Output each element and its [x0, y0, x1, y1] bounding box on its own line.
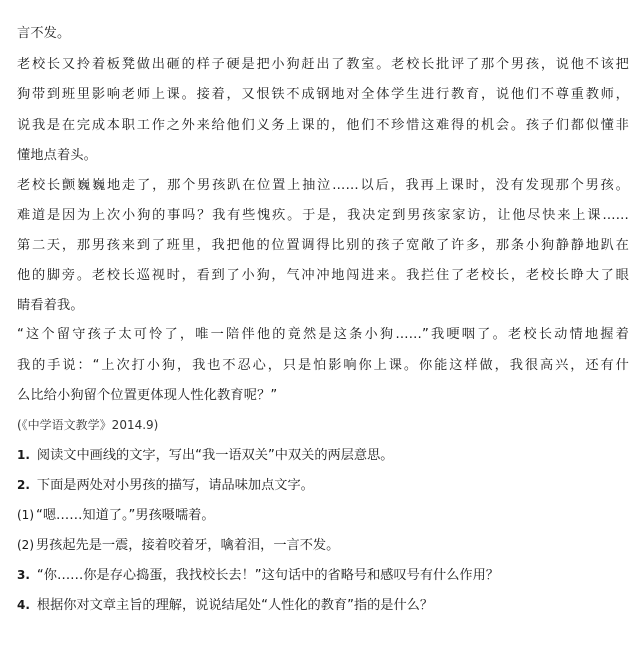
sub-question-1	[17, 507, 629, 524]
question-text: “你……你是存心捣蛋，我找校长去！”这句话中的省略号和感叹号有什么作用？	[36, 568, 499, 583]
sub-question-number: (1)	[17, 508, 34, 522]
article-line: 第二天，那男孩来到了班里，我把他的位置调得比别的孩子宽敞了许多，那条小狗静静地趴在	[17, 238, 629, 253]
question-3	[17, 567, 629, 584]
article-line: 老校长又拎着板凳做出砸的样子硬是把小狗赶出了教室。老校长批评了那个男孩，说他不该把	[17, 57, 629, 72]
article-line: 狗带到班里影响老师上课。接着，又恨铁不成钢地对全体学生进行教育，说他们不尊重教师，	[17, 87, 629, 102]
question-text: 下面是两处对小男孩的描写，请品味加点文字。	[36, 478, 314, 493]
article-line: 难道是因为上次小狗的事吗？我有些愧疚。于是，我决定到男孩家家访，让他尽快来上课……	[17, 208, 629, 223]
question-number: 4.	[17, 598, 30, 612]
sub-question-text: “嗯……知道了。”男孩嗫嚅着。	[36, 508, 215, 523]
question-text: 根据你对文章主旨的理解，说说结尾处“人性化的教育”指的是什么？	[36, 598, 434, 613]
article-line: 我的手说：“上次打小狗，我也不忍心，只是怕影响你上课。你能这样做，我很高兴，还有什	[17, 358, 629, 373]
article-line: 说我是在完成本职工作之外来给他们义务上课的，他们不珍惜这难得的机会。孩子们都似懂非	[17, 118, 629, 133]
sub-question-2	[17, 537, 629, 554]
question-2	[17, 477, 629, 494]
article-line: 他的脚旁。老校长巡视时，看到了小狗，气冲冲地闯进来。我拦住了老校长，老校长睁大了眼	[17, 268, 629, 283]
article-line: 么比给小狗留个位置更体现人性化教育呢？”	[17, 388, 278, 403]
article-line: 睛看着我。	[17, 298, 84, 313]
article-line: 老校长颤巍巍地走了，那个男孩趴在位置上抽泣……以后，我再上课时，没有发现那个男孩。	[17, 178, 629, 193]
question-4	[17, 597, 629, 614]
question-1	[17, 447, 629, 464]
sub-question-number: (2)	[17, 538, 34, 552]
article-line: 言不发。	[17, 26, 71, 41]
article-line: 懂地点着头。	[17, 148, 98, 163]
question-text: 阅读文中画线的文字，写出“我一语双关”中双关的两层意思。	[36, 448, 394, 463]
article-line: “这个留守孩子太可怜了，唯一陪伴他的竟然是这条小狗……”我哽咽了。老校长动情地握着	[17, 327, 629, 342]
question-number: 2.	[17, 478, 30, 492]
source-citation: (《中学语文教学》2014.9)	[17, 418, 159, 432]
sub-question-text: 男孩起先是一震，接着咬着牙，噙着泪，一言不发。	[36, 538, 340, 553]
question-number: 3.	[17, 568, 30, 582]
question-number: 1.	[17, 448, 30, 462]
